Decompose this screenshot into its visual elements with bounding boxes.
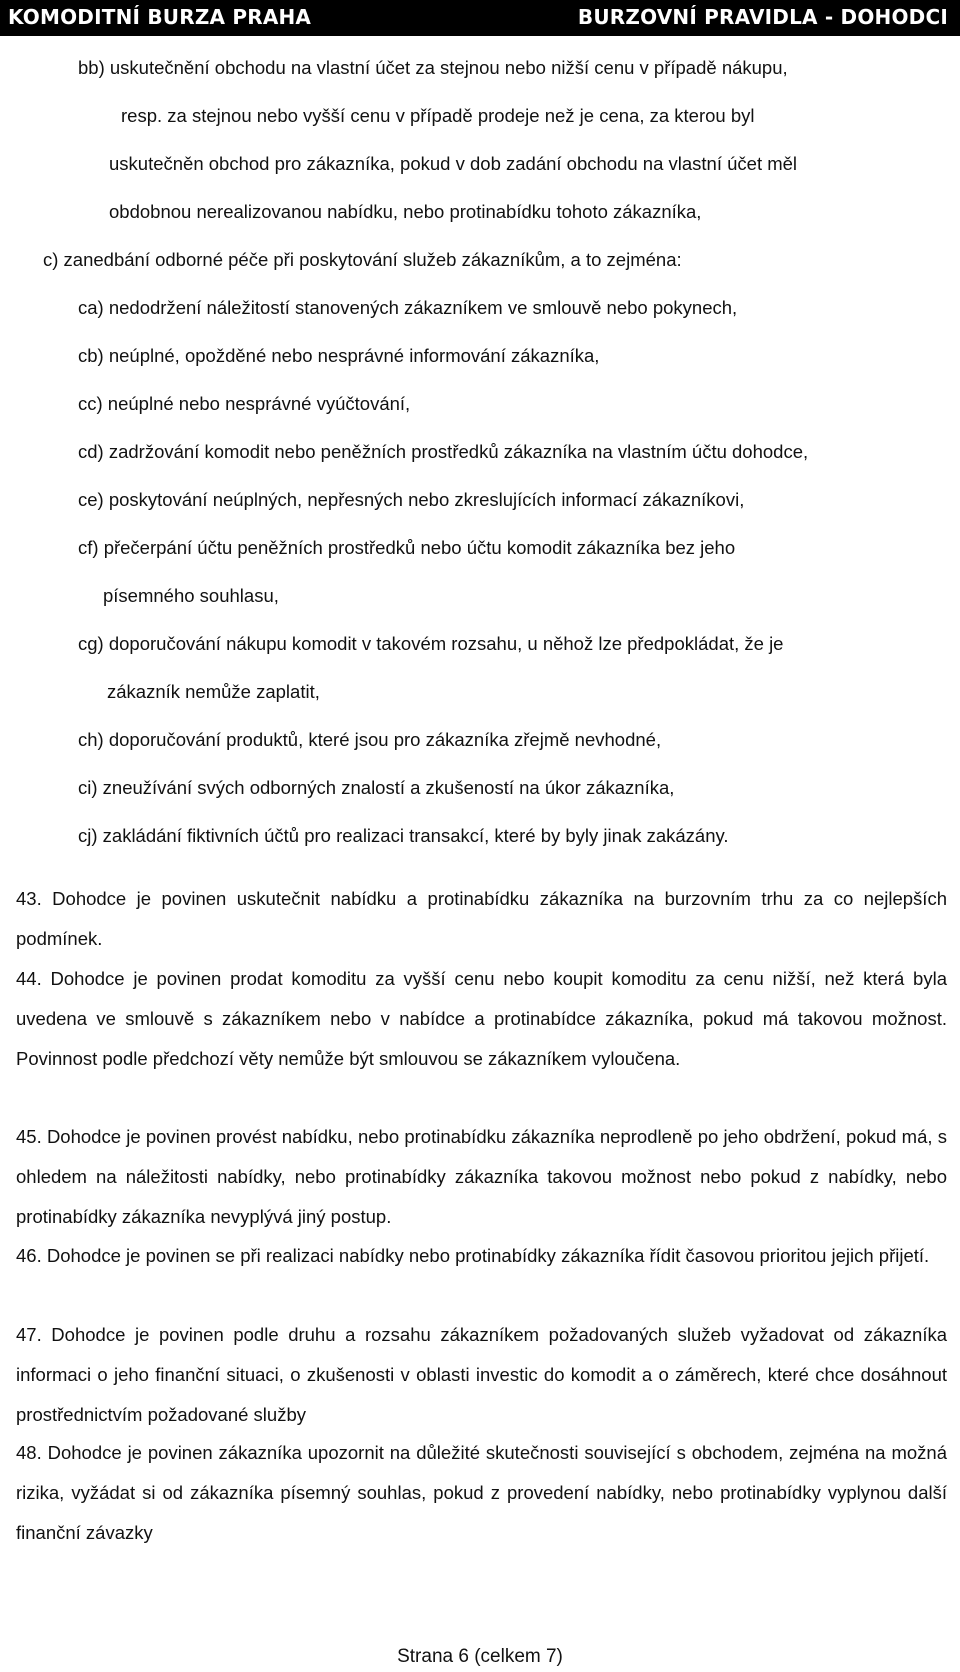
- header-exchange-name: KOMODITNÍ BURZA PRAHA: [8, 5, 312, 29]
- list-item-bb: bb) uskutečnění obchodu na vlastní účet za stejnou nebo nižší cenu v případě nákupu,: [78, 57, 788, 78]
- list-item-cj: cj) zakládání fiktivních účtů pro realizaci transakcí, které by byly jinak zakázány.: [78, 825, 729, 846]
- paragraph-48: 48. Dohodce je povinen zákazníka upozornit na důležité skutečnosti související s obchodem, zejména na možná rizika, vyžádat si od zákazníka písemný souhlas, pokud z provedení nabídky, nebo protinabídky vyplynou další finanční závazky: [16, 1442, 947, 1543]
- list-item-bb-cont-3: obdobnou nerealizovanou nabídku, nebo protinabídku tohoto zákazníka,: [109, 201, 702, 222]
- list-item-cf: cf) přečerpání účtu peněžních prostředků nebo účtu komodit zákazníka bez jeho: [78, 537, 736, 558]
- list-item-cg-cont: zákazník nemůže zaplatit,: [107, 681, 320, 702]
- list-item-cf-cont: písemného souhlasu,: [103, 585, 279, 606]
- list-item-ch: ch) doporučování produktů, které jsou pro zákazníka zřejmě nevhodné,: [78, 729, 662, 750]
- header-document-title: BURZOVNÍ PRAVIDLA - DOHODCI: [577, 5, 948, 29]
- page-number: Strana 6 (celkem 7): [397, 1646, 563, 1667]
- paragraph-44: 44. Dohodce je povinen prodat komoditu za vyšší cenu nebo koupit komoditu za cenu nižší, než která byla uvedena ve smlouvě s zákazníkem nebo v nabídce a protinabídce zákazníka, pokud má takovou možnost. Povinnost podle předchozí věty nemůže být smlouvou se zákazníkem vyloučena.: [16, 968, 947, 1069]
- paragraph-47: 47. Dohodce je povinen podle druhu a rozsahu zákazníkem požadovaných služeb vyžadovat od zákazníka informaci o jeho finanční situaci, o zkušenosti v oblasti investic do komodit a o záměrech, které chce dosáhnout prostřednictvím požadované služby: [16, 1324, 947, 1425]
- list-item-cd: cd) zadržování komodit nebo peněžních prostředků zákazníka na vlastním účtu dohodce,: [78, 441, 809, 462]
- list-item-ce: ce) poskytování neúplných, nepřesných nebo zkreslujících informací zákazníkovi,: [78, 489, 745, 510]
- page-header: [0, 0, 960, 36]
- paragraph-45: 45. Dohodce je povinen provést nabídku, nebo protinabídku zákazníka neprodleně po jeho obdržení, pokud má, s ohledem na náležitosti nabídky, nebo protinabídky zákazníka takovou možnost nebo pokud z nabídky, nebo protinabídky zákazníka nevyplývá jiný postup.: [16, 1126, 947, 1227]
- list-item-cg: cg) doporučování nákupu komodit v takovém rozsahu, u něhož lze předpokládat, že je: [78, 633, 784, 654]
- paragraph-43: 43. Dohodce je povinen uskutečnit nabídku a protinabídku zákazníka na burzovním trhu za co nejlepších podmínek.: [16, 888, 947, 949]
- paragraph-46: 46. Dohodce je povinen se při realizaci nabídky nebo protinabídky zákazníka řídit časovou prioritou jejich přijetí.: [16, 1245, 930, 1266]
- list-item-cb: cb) neúplné, opožděné nebo nesprávné informování zákazníka,: [78, 345, 600, 366]
- list-item-bb-cont-2: uskutečněn obchod pro zákazníka, pokud v dob zadání obchodu na vlastní účet měl: [109, 153, 798, 174]
- list-item-ci: ci) zneužívání svých odborných znalostí a zkušeností na úkor zákazníka,: [78, 777, 675, 798]
- list-item-ca: ca) nedodržení náležitostí stanovených zákazníkem ve smlouvě nebo pokynech,: [78, 297, 738, 318]
- list-item-bb-cont-1: resp. za stejnou nebo vyšší cenu v případě prodeje než je cena, za kterou byl: [121, 105, 755, 126]
- list-item-cc: cc) neúplné nebo nesprávné vyúčtování,: [78, 393, 411, 414]
- list-item-c: c) zanedbání odborné péče při poskytování služeb zákazníkům, a to zejména:: [43, 249, 682, 270]
